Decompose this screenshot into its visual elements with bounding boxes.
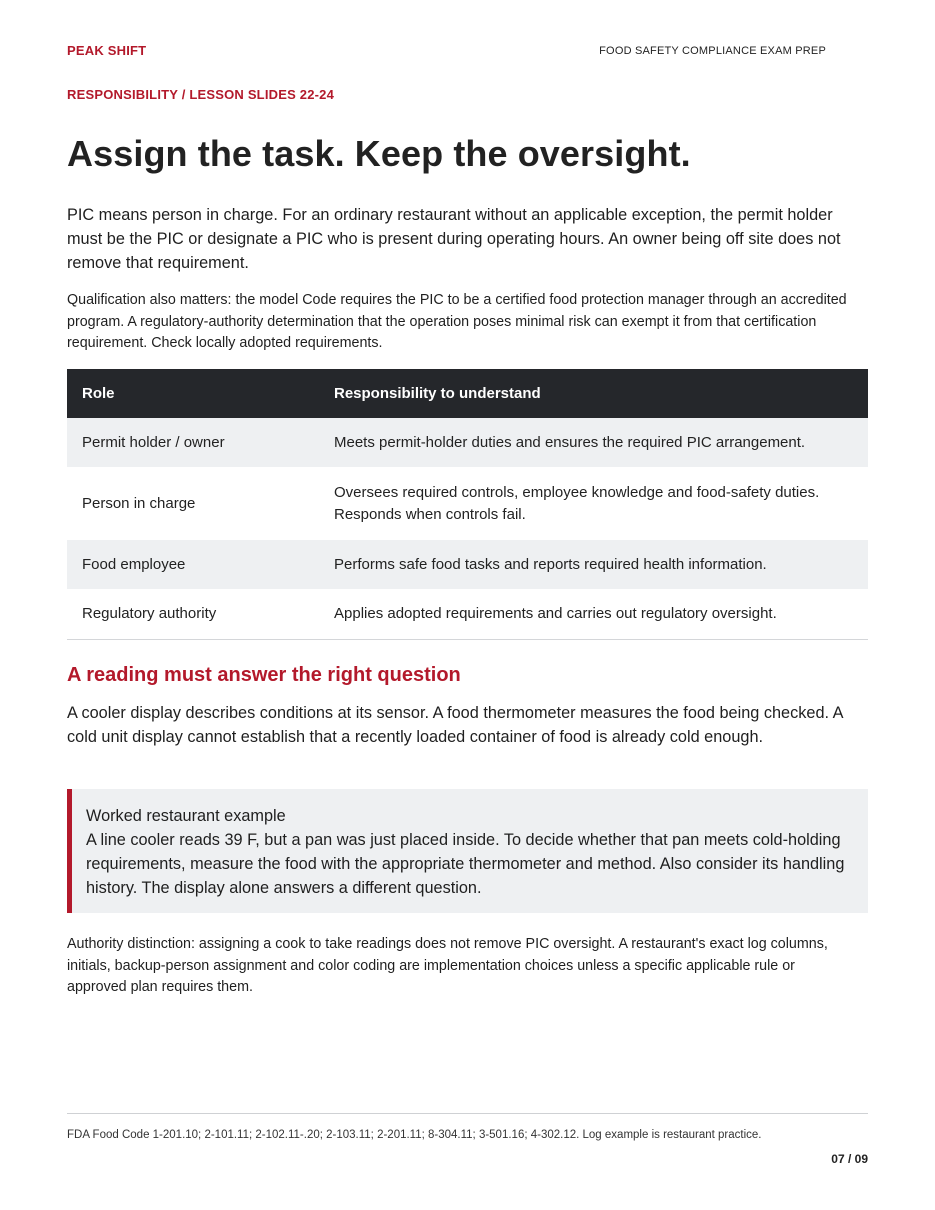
top-bar — [67, 43, 868, 61]
page-title: Assign the task. Keep the oversight. — [67, 133, 691, 174]
column-header-responsibility: Responsibility to understand — [319, 369, 868, 418]
responsibility-cell: Applies adopted requirements and carries out regulatory oversight. — [319, 589, 868, 640]
roles-table — [67, 369, 868, 640]
page-number: 07 / 09 — [831, 1152, 868, 1166]
table-row — [67, 467, 868, 540]
reading-heading: A reading must answer the right question — [67, 664, 461, 686]
course-title: FOOD SAFETY COMPLIANCE EXAM PREP — [599, 45, 826, 57]
table-row — [67, 418, 868, 467]
column-header-role: Role — [67, 369, 319, 418]
intro-paragraph: PIC means person in charge. For an ordinary restaurant without an applicable exception, the permit holder must be the PIC or designate a PIC who is present during operating hours. An owner being off site does not remove that requirement. — [67, 206, 841, 272]
role-cell: Person in charge — [67, 467, 319, 540]
qualification-note: Qualification also matters: the model Code requires the PIC to be a certified food protection manager through an accredited program. A regulatory-authority determination that the operation poses minimal risk can exempt it from that certification requirement. Check locally adopted requirements. — [67, 292, 847, 351]
table-header-row — [67, 369, 868, 418]
section-label: RESPONSIBILITY / LESSON SLIDES 22-24 — [67, 87, 335, 102]
footer-divider — [67, 1113, 868, 1114]
example-callout — [67, 789, 868, 913]
table-row — [67, 540, 868, 589]
source-citations: FDA Food Code 1-201.10; 2-101.11; 2-102.11-.20; 2-103.11; 2-201.11; 8-304.11; 3-501.16; 4-302.12. Log example is restaurant practice. — [67, 1129, 762, 1141]
responsibility-cell: Oversees required controls, employee knowledge and food-safety duties. Responds when controls fail. — [319, 467, 868, 540]
responsibility-cell: Meets permit-holder duties and ensures the required PIC arrangement. — [319, 418, 868, 467]
role-cell: Regulatory authority — [67, 589, 319, 640]
authority-note: Authority distinction: assigning a cook to take readings does not remove PIC oversight. A restaurant's exact log columns, initials, backup-person assignment and color coding are implementation choices unless a specific applicable rule or approved plan requires them. — [67, 936, 828, 995]
role-cell: Food employee — [67, 540, 319, 589]
brand-name: PEAK SHIFT — [67, 43, 147, 58]
table-row — [67, 589, 868, 640]
callout-title: Worked restaurant example — [86, 807, 286, 825]
reading-paragraph: A cooler display describes conditions at its sensor. A food thermometer measures the food being checked. A cold unit display cannot establish that a recently loaded container of food is already cold enough. — [67, 704, 843, 746]
responsibility-cell: Performs safe food tasks and reports required health information. — [319, 540, 868, 589]
page — [67, 0, 868, 1210]
role-cell: Permit holder / owner — [67, 418, 319, 467]
callout-body: A line cooler reads 39 F, but a pan was just placed inside. To decide whether that pan meets cold-holding requirements, measure the food with the appropriate thermometer and method. Also consider its handling history. The display alone answers a different question. — [86, 831, 845, 897]
